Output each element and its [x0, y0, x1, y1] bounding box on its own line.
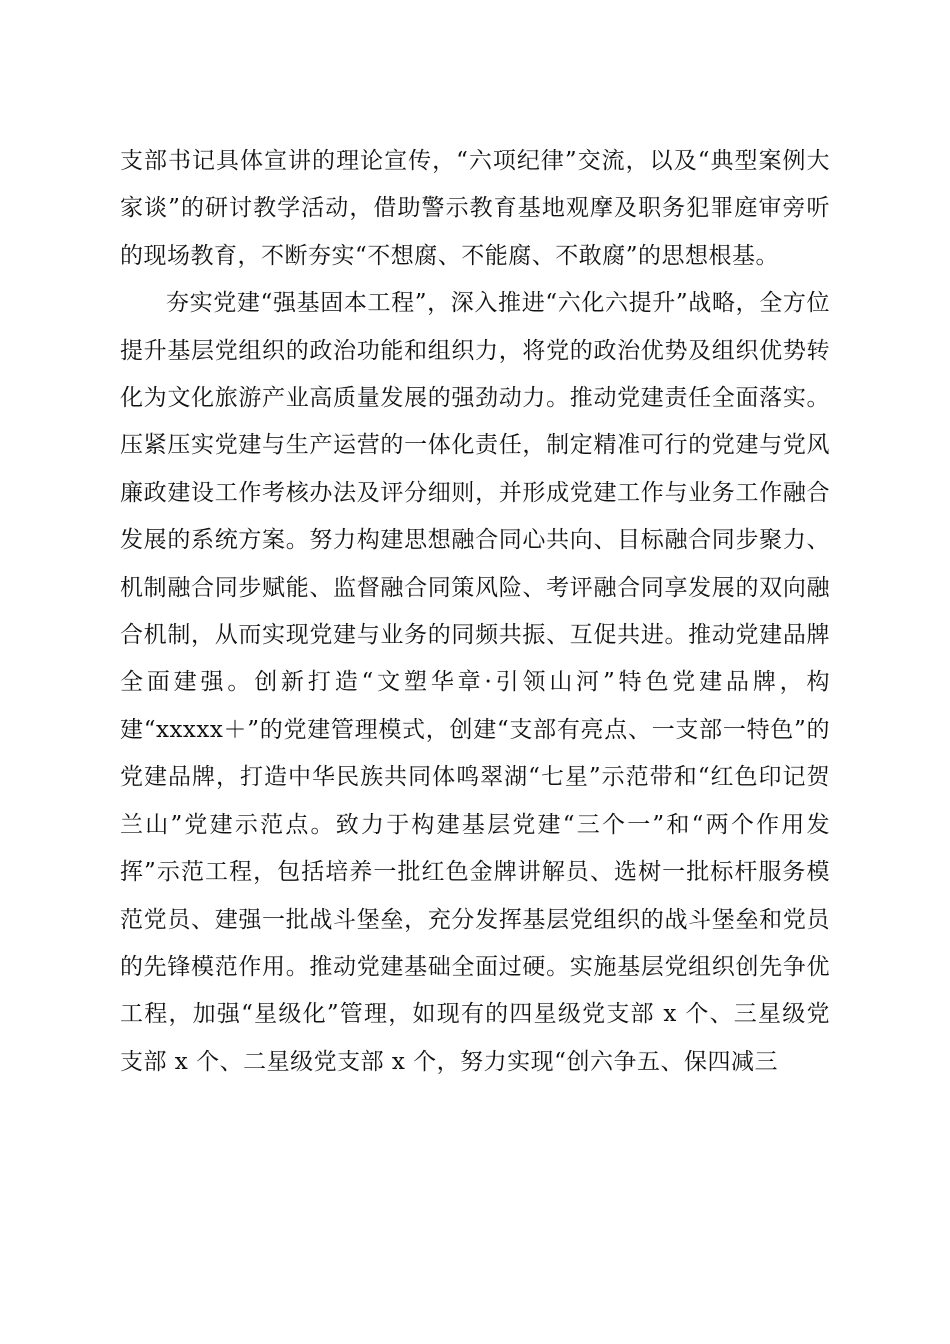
document-body: [120, 138, 830, 1086]
paragraph-continuation: 支部书记具体宣讲的理论宣传，“六项纪律”交流，以及“典型案例大家谈”的研讨教学活动，借助警示教育基地观摩及职务犯罪庭审旁听的现场教育，不断夯实“不想腐、不能腐、不敢腐”的思想根基。: [120, 148, 830, 269]
paragraph-party-building: 夯实党建“强基固本工程”，深入推进“六化六提升”战略，全方位提升基层党组织的政治功能和组织力，将党的政治优势及组织优势转化为文化旅游产业高质量发展的强劲动力。推动党建责任全面落实。压紧压实党建与生产运营的一体化责任，制定精准可行的党建与党风廉政建设工作考核办法及评分细则，并形成党建工作与业务工作融合发展的系统方案。努力构建思想融合同心共向、目标融合同步聚力、机制融合同步赋能、监督融合同策风险、考评融合同享发展的双向融合机制，从而实现党建与业务的同频共振、互促共进。推动党建品牌全面建强。创新打造“文塑华章·引领山河”特色党建品牌，构建“xxxxx＋”的党建管理模式，创建“支部有亮点、一支部一特色”的党建品牌，打造中华民族共同体鸣翠湖“七星”示范带和“红色印记贺兰山”党建示范点。致力于构建基层党建“三个一”和“两个作用发挥”示范工程，包括培养一批红色金牌讲解员、选树一批标杆服务模范党员、建强一批战斗堡垒，充分发挥基层党组织的战斗堡垒和党员的先锋模范作用。推动党建基础全面过硬。实施基层党组织创先争优工程，加强“星级化”管理，如现有的四星级党支部 x 个、三星级党支部 x 个、二星级党支部 x 个，努力实现“创六争五、保四减三: [120, 290, 830, 1075]
